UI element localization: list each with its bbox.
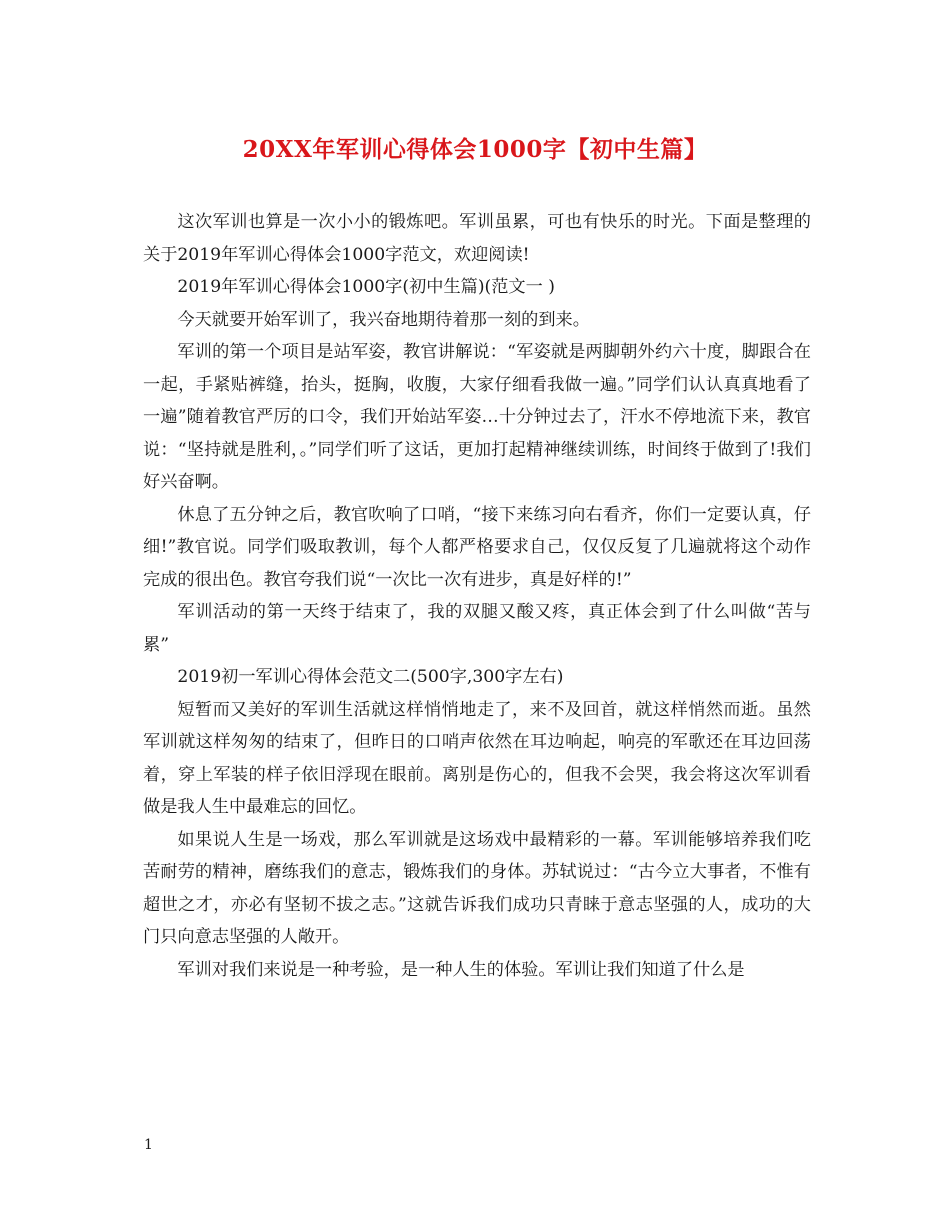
paragraph: 2019初一军训心得体会范文二(500字,300字左右) <box>177 667 564 687</box>
paragraph: 今天就要开始军训了，我兴奋地期待着那一刻的到来。 <box>177 309 590 330</box>
paragraph: 如果说人生是一场戏，那么军训就是这场戏中最精彩的一幕。军训能够培养我们吃苦耐劳的精神，磨练我们的意志，锻炼我们的身体。苏轼说过：“古今立大事者，不惟有超世之才，亦必有坚韧不拔之志。”这就告诉我们成功只青睐于意志坚强的人，成功的大门只向意志坚强的人敞开。 <box>143 829 811 947</box>
document-title: 20XX年军训心得体会1000字【初中生篇】 <box>242 136 708 163</box>
paragraph: 休息了五分钟之后，教官吹响了口哨，“接下来练习向右看齐，你们一定要认真，仔细!”教官说。同学们吸取教训，每个人都严格要求自己，仅仅反复了几遍就将这个动作完成的很出色。教官夸我们说“一次比一次有进步，真是好样的!” <box>143 504 811 590</box>
page-number: 1 <box>144 1137 153 1153</box>
paragraph: 军训的第一个项目是站军姿，教官讲解说：“军姿就是两脚朝外约六十度，脚跟合在一起，手紧贴裤缝，抬头，挺胸，收腹，大家仔细看我做一遍。”同学们认认真真地看了一遍”随着教官严厉的口令，我们开始站军姿…十分钟过去了，汗水不停地流下来，教官说：“坚持就是胜利，。”同学们听了这话，更加打起精神继续训练，时间终于做到了!我们好兴奋啊。 <box>143 342 811 492</box>
paragraph: 短暂而又美好的军训生活就这样悄悄地走了，来不及回首，就这样悄然而逝。虽然军训就这样匆匆的结束了，但昨日的口哨声依然在耳边响起，响亮的军歌还在耳边回荡着，穿上军装的样子依旧浮现在眼前。离别是伤心的，但我不会哭，我会将这次军训看做是我人生中最难忘的回忆。 <box>143 699 811 817</box>
paragraph: 这次军训也算是一次小小的锻炼吧。军训虽累，可也有快乐的时光。下面是整理的关于2019年军训心得体会1000字范文，欢迎阅读! <box>143 212 811 265</box>
paragraph: 军训活动的第一天终于结束了，我的双腿又酸又疼，真正体会到了什么叫做“苦与累” <box>143 602 811 655</box>
document-body <box>143 206 811 986</box>
paragraph: 2019年军训心得体会1000字(初中生篇)(范文一 ) <box>177 277 555 297</box>
paragraph: 军训对我们来说是一种考验，是一种人生的体验。军训让我们知道了什么是 <box>177 959 745 980</box>
